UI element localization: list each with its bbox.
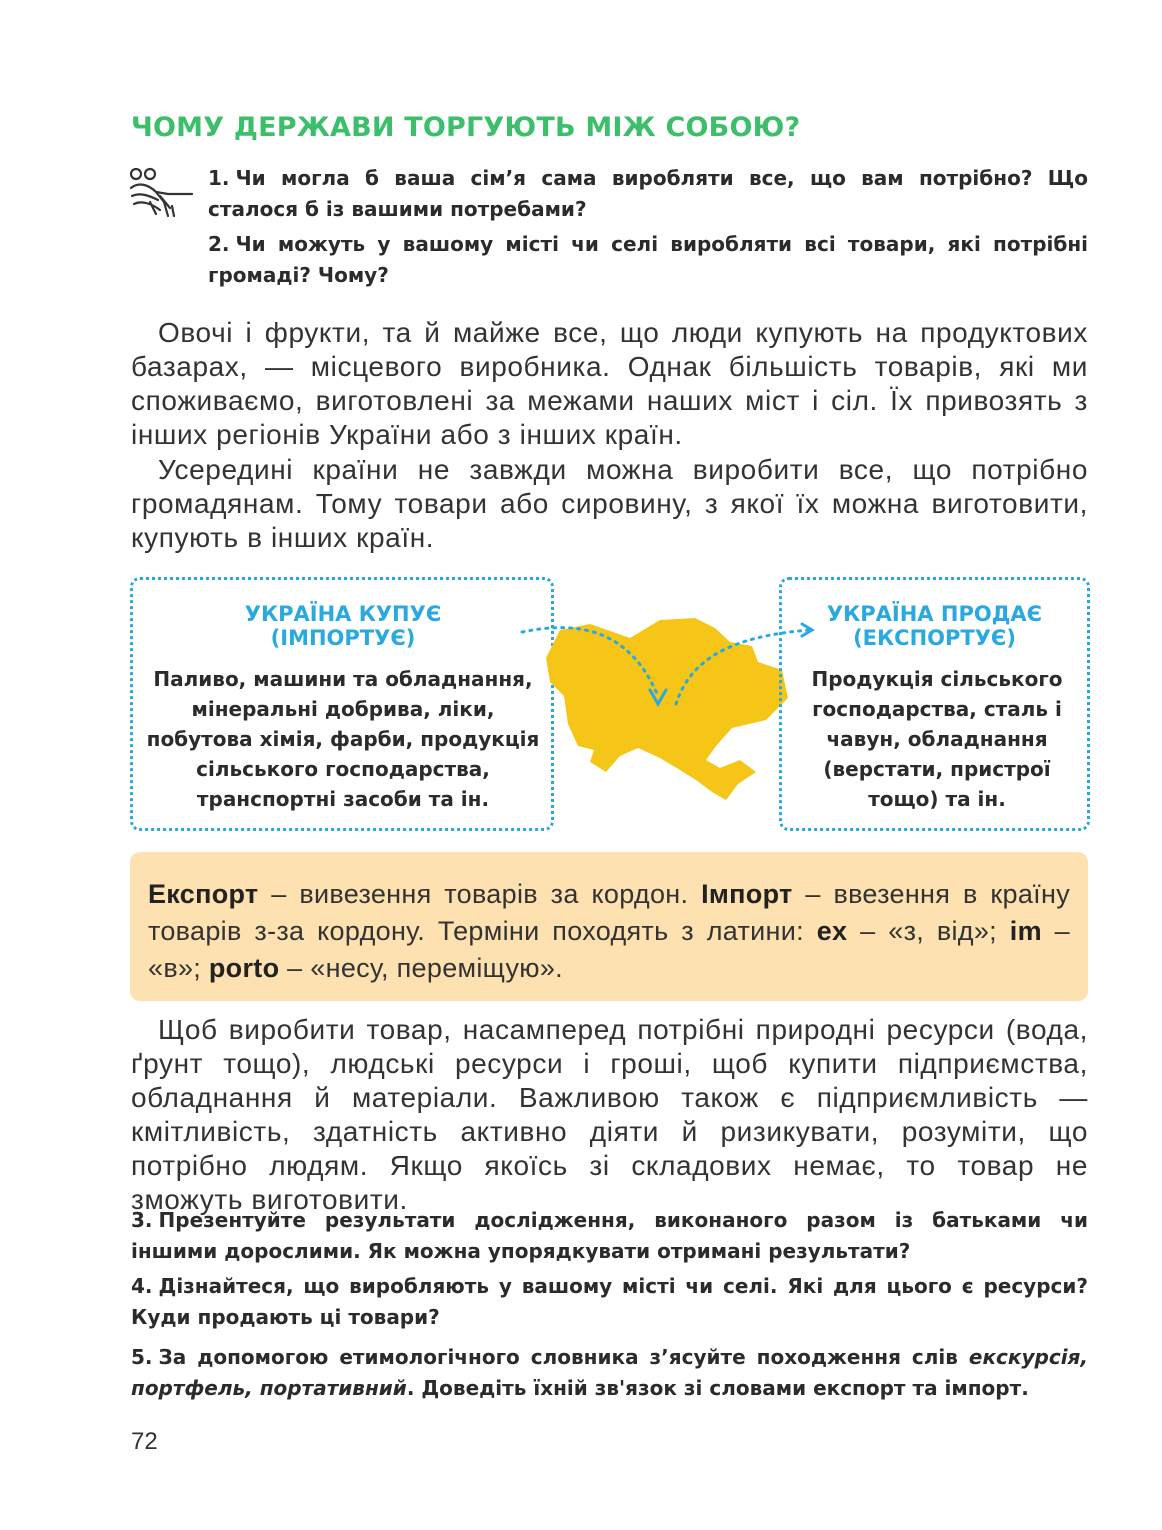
task-number: 5. bbox=[131, 1345, 153, 1369]
im-definition: – «в»; bbox=[148, 916, 1070, 983]
ex-definition: – «з, від»; bbox=[847, 916, 1010, 946]
people-discussion-icon bbox=[128, 166, 194, 228]
paragraph-text: Усередині країни не завжди можна виробити все, що потрібно громадянам. Тому товари або сировину, з якої їх можна виготовити, купують в інших країн. bbox=[131, 454, 1088, 553]
task-5 bbox=[131, 1342, 1088, 1404]
paragraph-text: Щоб виробити товар, насамперед потрібні природні ресурси (вода, ґрунт тощо), людські ресурси і гроші, щоб купити підприємства, обладнання й матеріали. Важливою також є підприємливість — кмітливість, здатність активно діяти й ризикувати, розуміти, що потрібно людям. Якщо якоїсь зі складових немає, то товар не зможуть виготовити. bbox=[131, 1014, 1088, 1215]
import-definition: – ввезення в країну товарів з-за кордону. Терміни походять з латини: bbox=[148, 879, 1070, 946]
export-term: Експорт bbox=[148, 879, 259, 909]
export-title bbox=[782, 602, 1087, 650]
question-number: 2. bbox=[208, 232, 230, 256]
task-text-end: . Доведіть їхній зв'язок зі словами експорт та імпорт. bbox=[406, 1376, 1029, 1400]
import-box bbox=[130, 577, 554, 831]
export-title-line: УКРАЇНА ПРОДАЄ bbox=[826, 602, 1043, 626]
section-heading: ЧОМУ ДЕРЖАВИ ТОРГУЮТЬ МІЖ СОБОЮ? bbox=[131, 112, 801, 143]
import-title-line: УКРАЇНА КУПУЄ bbox=[244, 602, 442, 626]
definition-box bbox=[130, 852, 1088, 1001]
porto-definition: – «несу, переміщую». bbox=[279, 953, 563, 983]
paragraph-1 bbox=[131, 316, 1088, 452]
import-text: Паливо, машини та обладнання, мінеральні добрива, ліки, побутова хімія, фарби, продукція сільського господарства, транспортні засоби та ін. bbox=[146, 667, 540, 811]
export-title-line: (ЕКСПОРТУЄ) bbox=[853, 626, 1016, 650]
ukraine-map-icon bbox=[520, 600, 820, 810]
question-1 bbox=[208, 163, 1088, 225]
import-title bbox=[193, 602, 493, 650]
task-4 bbox=[131, 1271, 1088, 1333]
paragraph-3 bbox=[131, 1013, 1088, 1217]
porto-term: porto bbox=[208, 953, 280, 983]
export-definition: – вивезення товарів за кордон. bbox=[258, 879, 702, 909]
page-number: 72 bbox=[131, 1428, 158, 1455]
paragraph-2 bbox=[131, 453, 1088, 555]
task-italic-words: екскурсія, портфель, портативний bbox=[131, 1345, 1088, 1400]
import-title-line: (ІМПОРТУЄ) bbox=[270, 626, 416, 650]
task-text: Презентуйте результати дослідження, виконаного разом із батьками чи іншими дорослими. Як можна упорядкувати отримані результати? bbox=[131, 1208, 1088, 1263]
task-3 bbox=[131, 1205, 1088, 1267]
question-2 bbox=[208, 229, 1088, 291]
task-text: Дізнайтеся, що виробляють у вашому місті чи селі. Які для цього є ресурси? Куди продають ці товари? bbox=[131, 1274, 1088, 1329]
im-term: im bbox=[1009, 916, 1042, 946]
task-text: За допомогою етимологічного словника з’ясуйте походження слів bbox=[158, 1345, 969, 1369]
task-number: 3. bbox=[131, 1208, 153, 1232]
question-text: Чи могла б ваша сім’я сама виробляти все, що вам потрібно? Що сталося б із вашими потребами? bbox=[208, 166, 1088, 221]
task-number: 4. bbox=[131, 1274, 153, 1298]
export-text: Продукція сільського господарства, сталь і чавун, обладнання (верстати, пристрої тощо) та ін. bbox=[811, 667, 1063, 811]
question-text: Чи можуть у вашому місті чи селі виробляти всі товари, які потрібні громаді? Чому? bbox=[208, 232, 1088, 287]
export-box bbox=[779, 577, 1090, 831]
import-term: Імпорт bbox=[701, 879, 793, 909]
ex-term: ex bbox=[816, 916, 848, 946]
paragraph-text: Овочі і фрукти, та й майже все, що люди купують на продуктових базарах, — місцевого виробника. Однак більшість товарів, які ми споживаємо, виготовлені за межами наших міст і сіл. Їх привозять з інших регіонів України або з інших країн. bbox=[131, 317, 1088, 450]
question-number: 1. bbox=[208, 166, 230, 190]
